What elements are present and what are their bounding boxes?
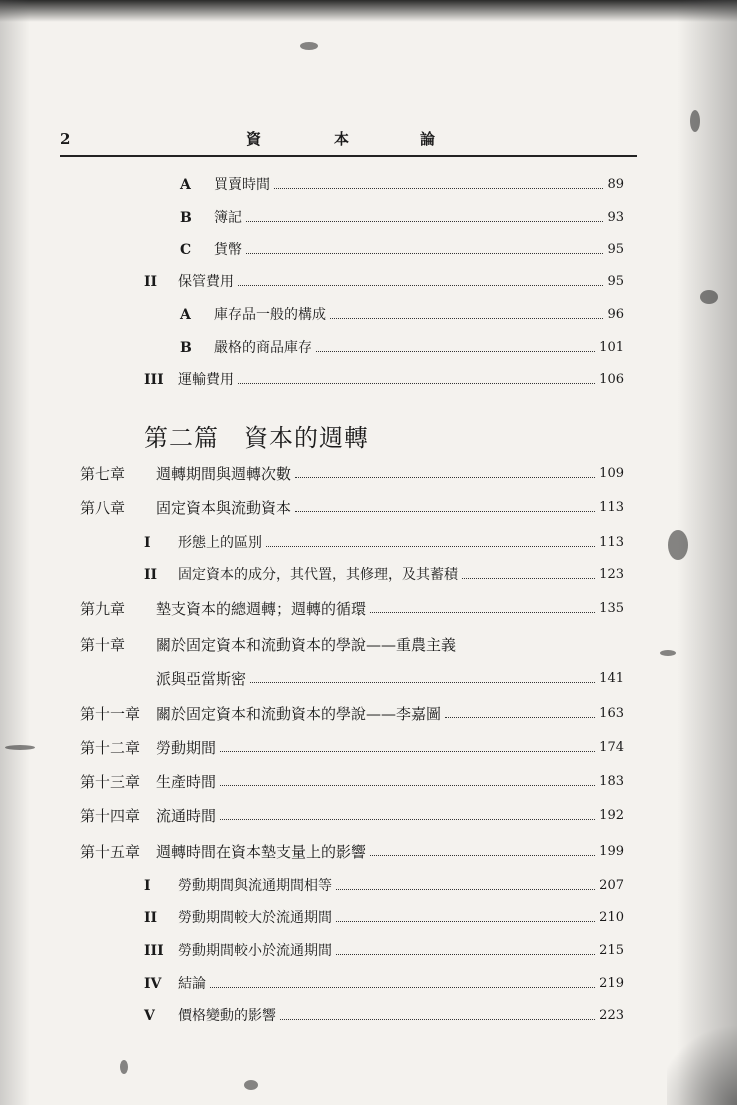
entry-text: 簿記 (214, 210, 242, 226)
scan-edge-left (0, 0, 30, 1105)
dot-leader (370, 612, 595, 613)
toc-entry (180, 236, 624, 262)
dot-leader (295, 511, 595, 512)
entry-marker: C (180, 242, 192, 258)
toc-entry (144, 904, 624, 930)
chapter-number: 第十四章 (80, 806, 141, 825)
entry-marker: IV (144, 976, 162, 992)
entry-page: 210 (599, 909, 624, 925)
dot-leader (220, 819, 595, 820)
dot-leader (330, 318, 603, 319)
chapter-entry (80, 700, 624, 726)
entry-marker: II (144, 567, 158, 583)
entry-page: 113 (599, 499, 624, 515)
entry-page: 207 (599, 877, 624, 893)
dot-leader (220, 785, 595, 786)
entry-page: 223 (599, 1007, 624, 1023)
scan-smudge (700, 290, 718, 304)
chapter-number: 第十五章 (80, 842, 141, 861)
entry-page: 192 (599, 807, 624, 823)
entry-marker: I (144, 878, 151, 894)
dot-leader (266, 546, 595, 547)
dot-leader (246, 253, 603, 254)
toc-entry (180, 204, 624, 230)
entry-page: 141 (599, 670, 624, 686)
entry-page: 199 (599, 843, 624, 859)
toc-entry (144, 529, 624, 555)
entry-page: 109 (599, 465, 624, 481)
dot-leader (462, 578, 595, 579)
part-title: 第二篇 資本的週轉 (144, 424, 369, 452)
toc-entry (144, 561, 624, 587)
dot-leader (336, 921, 595, 922)
toc-entry (144, 366, 624, 392)
chapter-number: 第七章 (80, 464, 126, 483)
entry-text: 結論 (178, 976, 206, 992)
dot-leader (445, 717, 595, 718)
chapter-title: 週轉期間與週轉次數 (156, 464, 292, 483)
dot-leader (316, 351, 595, 352)
chapter-title: 流通時間 (156, 806, 217, 825)
dot-leader (210, 987, 595, 988)
chapter-entry (80, 494, 624, 520)
chapter-number: 第十二章 (80, 738, 141, 757)
entry-text: 運輸費用 (178, 372, 234, 388)
chapter-entry-continued (156, 665, 624, 691)
entry-page: 219 (599, 975, 624, 991)
chapter-number: 第十三章 (80, 772, 141, 791)
entry-page: 96 (607, 306, 624, 322)
page-number: 2 (60, 130, 71, 148)
entry-page: 113 (599, 534, 624, 550)
dot-leader (336, 954, 595, 955)
chapter-title: 固定資本與流動資本 (156, 498, 292, 517)
toc-entry (144, 268, 624, 294)
dot-leader (295, 477, 595, 478)
entry-text: 嚴格的商品庫存 (214, 340, 312, 356)
toc-entry (144, 937, 624, 963)
entry-marker: II (144, 910, 158, 926)
chapter-entry (80, 802, 624, 828)
entry-text: 勞動期間較大於流通期間 (178, 910, 332, 926)
running-header (60, 126, 637, 154)
entry-page: 106 (599, 371, 624, 387)
entry-marker: V (144, 1008, 155, 1024)
toc-entry (144, 872, 624, 898)
chapter-entry (80, 595, 624, 621)
entry-text: 勞動期間較小於流通期間 (178, 943, 332, 959)
chapter-title: 生產時間 (156, 772, 217, 791)
toc-entry (180, 334, 624, 360)
dot-leader (220, 751, 595, 752)
scan-smudge (690, 110, 700, 132)
entry-text: 保管費用 (178, 274, 234, 290)
entry-marker: III (144, 372, 164, 388)
entry-page: 95 (607, 241, 624, 257)
entry-marker: A (180, 307, 191, 323)
chapter-entry (80, 838, 624, 864)
chapter-title: 墊支資本的總週轉；週轉的循環 (156, 599, 367, 618)
toc-entry (144, 1002, 624, 1028)
chapter-number: 第八章 (80, 498, 126, 517)
entry-text: 價格變動的影響 (178, 1008, 276, 1024)
chapter-number: 第十章 (80, 635, 126, 654)
toc-entry (180, 301, 624, 327)
dot-leader (336, 889, 595, 890)
scan-smudge (660, 650, 676, 656)
entry-text: 勞動期間與流通期間相等 (178, 878, 332, 894)
chapter-title: 關於固定資本和流動資本的學說——重農主義 (156, 635, 457, 654)
dot-leader (246, 221, 603, 222)
entry-page: 183 (599, 773, 624, 789)
entry-page: 101 (599, 339, 624, 355)
dot-leader (238, 285, 603, 286)
chapter-entry (80, 734, 624, 760)
chapter-entry (80, 631, 624, 657)
entry-marker: II (144, 274, 158, 290)
dot-leader (370, 855, 595, 856)
entry-marker: III (144, 943, 164, 959)
scan-smudge (300, 42, 318, 50)
header-title-char: 論 (420, 130, 436, 148)
header-title-char: 資 (246, 130, 262, 148)
chapter-entry (80, 768, 624, 794)
dot-leader (238, 383, 595, 384)
entry-page: 93 (607, 209, 624, 225)
chapter-number: 第十一章 (80, 704, 141, 723)
entry-page: 95 (607, 273, 624, 289)
entry-page: 123 (599, 566, 624, 582)
scan-corner (667, 1015, 737, 1105)
entry-text: 庫存品一般的構成 (214, 307, 326, 323)
entry-page: 89 (607, 176, 624, 192)
scan-smudge (5, 745, 35, 750)
scan-smudge (120, 1060, 128, 1074)
entry-page: 163 (599, 705, 624, 721)
chapter-title: 週轉時間在資本墊支量上的影響 (156, 842, 367, 861)
entry-text: 貨幣 (214, 242, 242, 258)
chapter-title: 勞動期間 (156, 738, 217, 757)
scan-smudge (668, 530, 688, 560)
toc-entry (180, 171, 624, 197)
entry-marker: B (180, 210, 192, 226)
entry-marker: A (180, 177, 191, 193)
entry-page: 215 (599, 942, 624, 958)
entry-text: 形態上的區別 (178, 535, 262, 551)
chapter-title: 派與亞當斯密 (156, 669, 247, 688)
entry-text: 固定資本的成分，其代置，其修理，及其蓄積 (178, 567, 458, 583)
dot-leader (280, 1019, 595, 1020)
toc-entry (144, 970, 624, 996)
entry-marker: I (144, 535, 151, 551)
chapter-number: 第九章 (80, 599, 126, 618)
scan-smudge (244, 1080, 258, 1090)
entry-text: 買賣時間 (214, 177, 270, 193)
chapter-entry (80, 460, 624, 486)
dot-leader (250, 682, 595, 683)
scan-edge-top (0, 0, 737, 22)
header-title-char: 本 (334, 130, 350, 148)
entry-marker: B (180, 340, 192, 356)
dot-leader (274, 188, 603, 189)
header-rule (60, 155, 637, 157)
entry-page: 174 (599, 739, 624, 755)
chapter-title: 關於固定資本和流動資本的學說——李嘉圖 (156, 704, 442, 723)
entry-page: 135 (599, 600, 624, 616)
